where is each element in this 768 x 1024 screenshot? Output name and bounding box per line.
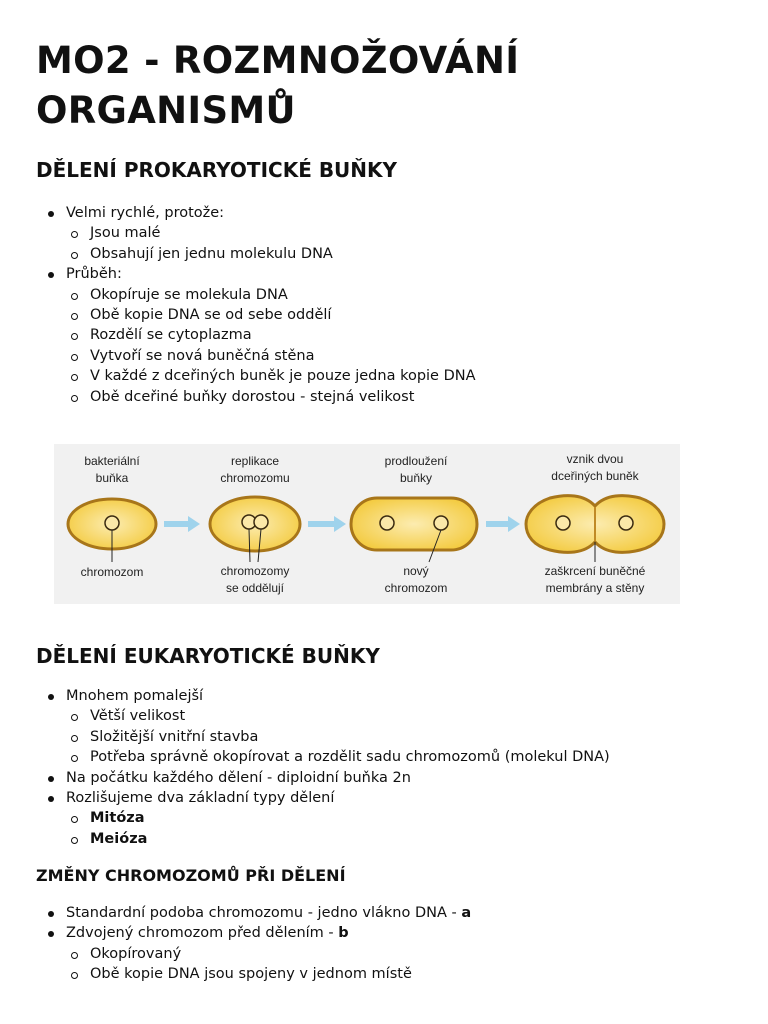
sublist — [66, 223, 476, 264]
stage4-bottom-line2: membrány a stěny — [545, 581, 645, 595]
sublist-item: Rozdělí se cytoplazma — [66, 325, 476, 345]
page-title: MO2 - ROZMNOŽOVÁNÍ ORGANISMŮ — [36, 39, 520, 132]
sublist-item: Obě kopie DNA se od sebe oddělí — [66, 305, 476, 325]
sublist-item: Jsou malé — [66, 223, 476, 243]
sublist-item-meiosis: Meióza — [66, 829, 610, 849]
stage2-top-line1: replikace — [230, 454, 280, 468]
list-item-text: Na počátku každého dělení - diploidní buňka 2n — [66, 769, 411, 786]
list-item — [36, 788, 610, 849]
sublist-item-mitosis: Mitóza — [66, 808, 610, 828]
stage4-top-line1: vznik dvou — [566, 452, 624, 466]
arrow-icon — [308, 516, 346, 532]
stage3-bottom-line1: nový — [403, 564, 429, 578]
sublist-item: Okopírovaný — [66, 944, 471, 964]
sublist-item: Vytvoří se nová buněčná stěna — [66, 346, 476, 366]
sublist — [66, 944, 471, 985]
arrow-icon — [486, 516, 520, 532]
arrow-icon — [164, 516, 200, 532]
chromosome — [434, 516, 448, 530]
sublist-item: Větší velikost — [66, 706, 610, 726]
list-item-text: Rozlišujeme dva základní typy dělení — [66, 790, 335, 807]
stage3-top-line2: buňky — [399, 471, 433, 485]
list-item-text: Mnohem pomalejší — [66, 688, 204, 704]
list-item — [36, 264, 476, 407]
section-heading-prokaryotic: DĚLENÍ PROKARYOTICKÉ BUŇKY — [36, 158, 398, 182]
list-item — [36, 768, 610, 788]
stage3-top-line1: prodloužení — [384, 454, 448, 468]
stage1-top-line1: bakteriální — [84, 454, 140, 468]
prokaryotic-list — [36, 203, 476, 407]
sublist-item: Potřeba správně okopírovat a rozdělit sadu chromozomů (molekul DNA) — [66, 747, 610, 767]
sublist-item: Obě dceřiné buňky dorostou - stejná velikost — [66, 387, 476, 407]
stage4-top-line2: dceřiných buněk — [551, 469, 639, 483]
chromosome — [380, 516, 394, 530]
stage3-bottom-line2: chromozom — [384, 581, 448, 595]
list-item — [36, 203, 476, 264]
stage1-top-line2: buňka — [95, 471, 129, 485]
chromosome — [254, 515, 268, 529]
sublist-item: Složitější vnitřní stavba — [66, 727, 610, 747]
chromosome — [105, 516, 119, 530]
list-item-bold-label: a — [461, 905, 472, 921]
chromosome — [619, 516, 633, 530]
stage2-bottom-line1: chromozomy — [220, 564, 290, 578]
chromosome — [556, 516, 570, 530]
cell-division-diagram — [54, 444, 680, 604]
list-item-text: Průběh: — [66, 266, 122, 283]
section-heading-eukaryotic: DĚLENÍ EUKARYOTICKÉ BUŇKY — [36, 644, 380, 668]
stage1-bottom-line1: chromozom — [80, 565, 144, 579]
stage4-bottom-line1: zaškrcení buněčné — [544, 564, 646, 578]
list-item — [36, 903, 471, 923]
list-item-bold-label: b — [338, 925, 349, 942]
sublist — [66, 285, 476, 407]
sublist — [66, 706, 610, 767]
list-item-text: Zdvojený chromozom před dělením - — [66, 925, 339, 942]
stage2-top-line2: chromozomu — [220, 471, 290, 485]
sublist-item: V každé z dceřiných buněk je pouze jedna kopie DNA — [66, 366, 476, 386]
eukaryotic-list — [36, 686, 610, 849]
section-heading-chromosome-changes: ZMĚNY CHROMOZOMŮ PŘI DĚLENÍ — [36, 866, 346, 885]
list-item-text: Velmi rychlé, protože: — [66, 205, 225, 221]
list-item-text: Standardní podoba chromozomu - jedno vlákno DNA - — [66, 905, 462, 921]
chromosome-changes-list — [36, 903, 471, 985]
sublist — [66, 808, 610, 849]
stage2-bottom-line2: se oddělují — [225, 581, 285, 595]
sublist-item: Obě kopie DNA jsou spojeny v jednom místě — [66, 964, 471, 984]
sublist-item: Okopíruje se molekula DNA — [66, 285, 476, 305]
sublist-item: Obsahují jen jednu molekulu DNA — [66, 244, 476, 264]
list-item — [36, 923, 471, 984]
list-item — [36, 686, 610, 768]
elongated-cell — [351, 498, 477, 550]
